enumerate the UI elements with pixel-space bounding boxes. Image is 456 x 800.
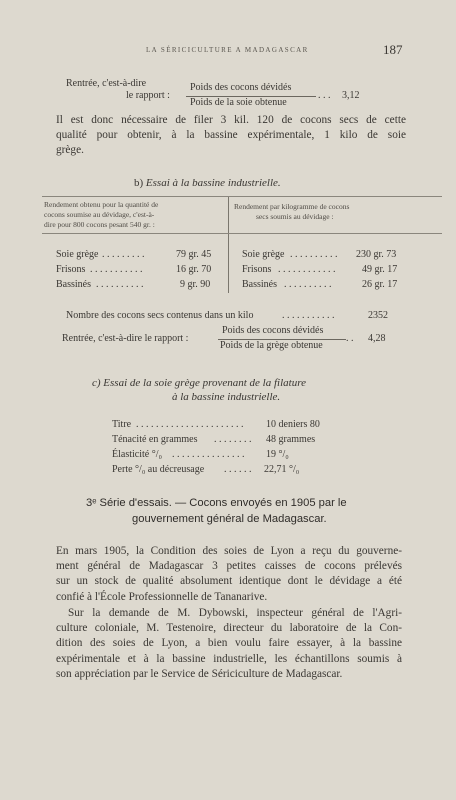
right-header-line-2: secs soumis au dévidage : — [256, 212, 334, 221]
row-label: Soie grège — [242, 249, 285, 260]
ratio1-label-1: Rentrée, c'est-à-dire — [66, 78, 147, 89]
ratio2-label: Rentrée, c'est-à-dire le rapport : — [62, 333, 189, 344]
ratio1-label-2: le rapport : — [126, 90, 170, 101]
paragraph-line: Sur la demande de M. Dybowski, inspecteur général de l'Agri- — [68, 607, 402, 619]
paragraph-line: culture coloniale, M. Testenoire, directeur du laboratoire de la Con- — [56, 622, 402, 635]
section-c-title-2: à la bassine industrielle. — [172, 391, 281, 403]
table-header-rule — [42, 233, 442, 234]
row-dots: . . . . . . . . . . . . — [278, 264, 336, 275]
row-value: 49 gr. 17 — [362, 264, 398, 275]
table-top-rule — [42, 196, 442, 197]
right-header-line-1: Rendement par kilogramme de cocons — [234, 202, 350, 211]
ratio2-dots: . . — [346, 333, 354, 344]
intro-line: Il est donc nécessaire de filer 3 kil. 120 de cocons secs de cette — [56, 114, 406, 126]
running-title: LA SÉRICICULTURE A MADAGASCAR — [146, 46, 309, 54]
row-value: 230 gr. 73 — [356, 249, 397, 260]
ratio2-numerator: Poids des cocons dévidés — [222, 325, 324, 336]
intro-paragraph — [56, 113, 406, 159]
row-dots: . . . . . . . . . — [102, 249, 145, 260]
row-value: 16 gr. 70 — [176, 264, 212, 275]
row-label: Bassinés — [56, 279, 91, 290]
ratio1-value: 3,12 — [342, 90, 360, 101]
section-b-heading: Essai à la bassine industrielle. — [145, 177, 281, 189]
row-value: 22,71 °/₀ — [264, 464, 300, 475]
series3-title-2: gouvernement général de Madagascar. — [132, 513, 327, 525]
paragraph-line: son appréciation par le Service de Sériciculture de Madagascar. — [56, 667, 343, 680]
paragraph-line: dition des soies de Lyon, a bien voulu faire essayer, à la bassine — [56, 637, 402, 650]
paragraph-1 — [56, 544, 402, 605]
row-value: 10 deniers 80 — [266, 419, 320, 430]
row-value: 79 gr. 45 — [176, 249, 212, 260]
row-dots: . . . . . . . . . . — [96, 279, 144, 290]
row-dots: . . . . . . . . . . — [290, 249, 338, 260]
ratio2-value: 4,28 — [368, 333, 386, 344]
left-header-line-3: dire pour 800 cocons pesant 540 gr. : — [44, 220, 155, 229]
paragraph-line: expérimentale et à la bassine industrielle, les échantillons soumis à — [56, 652, 402, 665]
row-label: Soie grège — [56, 249, 99, 260]
cocoon-count-label: Nombre des cocons secs contenus dans un kilo — [66, 310, 254, 321]
paragraph-line: confié à l'École Professionnelle de Tananarive. — [56, 590, 268, 603]
table-column-divider — [228, 197, 229, 293]
paragraph-line: sur un stock de qualité absolument identique dont le dévidage a été — [56, 575, 402, 588]
row-label: Ténacité en grammes — [112, 434, 198, 445]
ratio2-denominator: Poids de la grège obtenue — [220, 340, 323, 351]
row-label: Titre — [112, 419, 132, 430]
intro-line: qualité pour obtenir, à la bassine expérimentale, 1 kilo de soie — [56, 129, 406, 142]
row-value: 19 °/₀ — [266, 449, 289, 460]
left-header-line-1: Rendement obtenu pour la quantité de — [44, 200, 159, 209]
cocoon-count-dots: . . . . . . . . . . . — [282, 310, 335, 321]
row-label: Frisons — [242, 264, 272, 275]
row-value: 48 grammes — [266, 434, 316, 445]
series3-title-1: 3ᵉ Série d'essais. — Cocons envoyés en 1905 par le — [86, 497, 347, 509]
row-label: Bassinés — [242, 279, 277, 290]
paragraph-line: ment général de Madagascar 3 petites caisses de cocons prélevés — [56, 560, 402, 573]
page-number: 187 — [383, 42, 403, 57]
ratio1-numerator: Poids des cocons dévidés — [190, 82, 292, 93]
row-dots: . . . . . . . . . . . . . . . — [172, 449, 245, 460]
row-dots: . . . . . . . . . . . . . . . . . . . . . . — [136, 419, 244, 430]
section-b-letter: b) — [134, 177, 144, 189]
left-header-line-2: cocons soumise au dévidage, c'est-à- — [44, 210, 155, 219]
row-dots: . . . . . . — [224, 464, 252, 475]
paragraph-line: En mars 1905, la Condition des soies de Lyon a reçu du gouverne- — [56, 545, 402, 557]
intro-line: grège. — [56, 144, 84, 157]
row-value: 26 gr. 17 — [362, 279, 398, 290]
row-dots: . . . . . . . . — [214, 434, 252, 445]
row-dots: . . . . . . . . . . — [284, 279, 332, 290]
section-c-title-1: c) Essai de la soie grège provenant de la filature — [92, 377, 306, 389]
row-label: Élasticité °/₀ — [112, 449, 162, 460]
paragraph-2 — [56, 606, 402, 682]
ratio1-denominator: Poids de la soie obtenue — [190, 97, 287, 108]
row-dots: . . . . . . . . . . . — [90, 264, 143, 275]
ratio1-dots: . . . — [318, 90, 331, 101]
cocoon-count-value: 2352 — [368, 310, 388, 321]
section-b-title — [134, 177, 281, 190]
row-label: Perte °/₀ au décreusage — [112, 464, 205, 475]
row-label: Frisons — [56, 264, 86, 275]
row-value: 9 gr. 90 — [180, 279, 211, 290]
